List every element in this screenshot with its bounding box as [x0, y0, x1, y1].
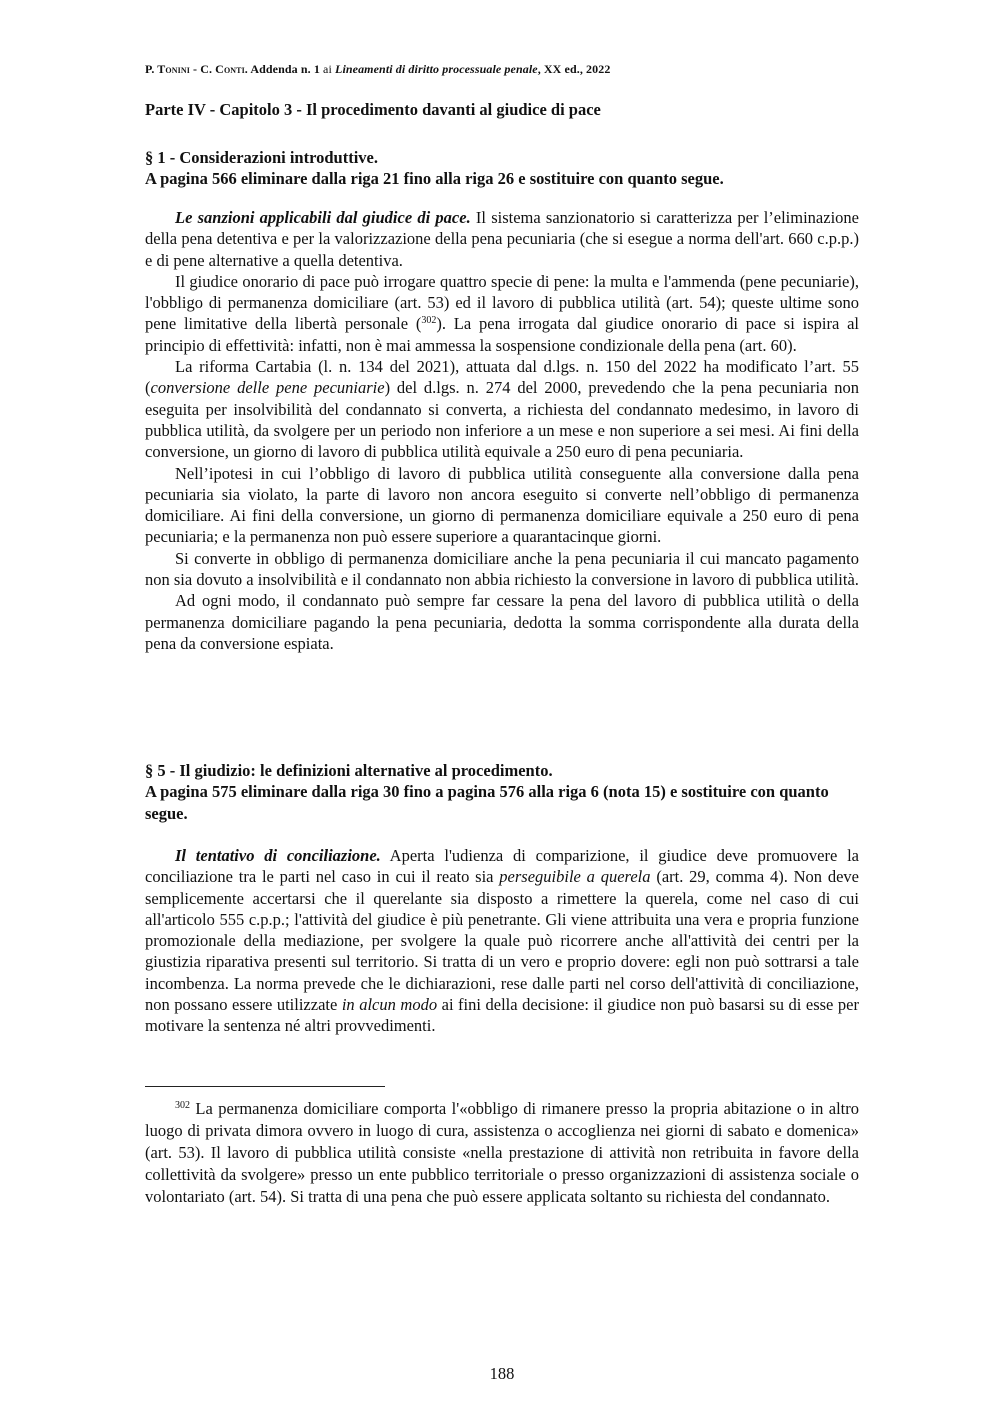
section1-paragraph-1 [145, 207, 859, 271]
chapter-title: Parte IV - Capitolo 3 - Il procedimento davanti al giudice di pace [145, 100, 601, 119]
header-ai: ai [323, 62, 332, 76]
section5-heading-block [145, 760, 859, 824]
section1-p2-b: ). La pena irrogata dal giudice onorario di pace si ispira al principio di effettività: infatti, non è mai ammessa la sospensione condizionale della pena (art. 60). [145, 314, 859, 355]
header-work-title: Lineamenti di diritto processuale penale [335, 62, 538, 76]
section1-p3-a: La riforma Cartabia (l. n. 134 del 2021), attuata dal d.lgs. n. 150 del 2022 ha modificato l’art. 55 ( [145, 357, 859, 398]
header-addenda: Addenda n. 1 [250, 62, 320, 76]
page-number: 188 [489, 1364, 515, 1383]
section5-p1-italic-1: perseguibile a querela [499, 867, 651, 887]
header-authors: P. Tonini - C. Conti. [145, 62, 248, 76]
section5-heading: § 5 - Il giudizio: le definizioni alternative al procedimento. [145, 761, 553, 780]
running-header [145, 62, 859, 77]
section5-p1-lead: Il tentativo di conciliazione. [175, 846, 381, 865]
section1-p1-text: Il sistema sanzionatorio si caratterizza per l’eliminazione della pena detentiva e per la valorizzazione della pena pecuniaria (che si esegue a norma dell'art. 660 c.p.p.) e di pene alternative a quella detentiva. [145, 208, 859, 270]
footnote-ref-302[interactable]: 302 [421, 315, 437, 327]
section5-p1-a: Aperta l'udienza di comparizione, il giudice deve promuovere la conciliazione tra le parti nel caso in cui il reato sia [145, 846, 859, 887]
section1-instruction: A pagina 566 eliminare dalla riga 21 fino alla riga 26 e sostituire con quanto segue. [145, 169, 724, 189]
section1-body [145, 207, 859, 654]
section1-heading-block [145, 147, 859, 190]
section5-p1-italic-2: in alcun modo [341, 995, 438, 1015]
section5-instruction: A pagina 575 eliminare dalla riga 30 fino a pagina 576 alla riga 6 (nota 15) e sostituire con quanto segue. [145, 782, 829, 823]
section1-paragraph-5: Si converte in obbligo di permanenza domiciliare anche la pena pecuniaria il cui mancato pagamento non sia dovuto a insolvibilità e il condannato non abbia richiesto la conversione in lavoro di pubblica utilità. [145, 548, 859, 590]
section5-paragraph-1 [145, 845, 859, 1037]
section5-body [145, 845, 859, 1037]
footnote-302 [145, 1098, 859, 1208]
section1-p2-a: Il giudice onorario di pace può irrogare quattro specie di pene: la multa e l'ammenda (pene pecuniarie), l'obbligo di permanenza domiciliare (art. 53) ed il lavoro di pubblica utilità (art. 54); queste ultime sono pene limitative della libertà personale ( [145, 271, 859, 334]
section1-p3-b: ) del d.lgs. n. 274 del 2000, prevedendo che la pena pecuniaria non eseguita per insolvibilità del condannato si converta, a richiesta del condannato medesimo, in lavoro di pubblica utilità, da svolgere per un periodo non inferiore a un mese e non superiore a sei mesi. Ai fini della conversione, un giorno di lavoro di pubblica utilità equivale a 250 euro di pena pecuniaria. [145, 378, 859, 462]
section1-paragraph-4: Nell’ipotesi in cui l’obbligo di lavoro di pubblica utilità conseguente alla conversione dalla pena pecuniaria sia violato, la parte di lavoro non ancora eseguito si converte nell’obbligo di permanenza domiciliare. Ai fini della conversione, un giorno di permanenza domiciliare equivale a 250 euro di pena pecuniaria; e la permanenza non può essere superiore a quarantacinque giorni. [145, 463, 859, 547]
footnote-number: 302 [175, 1100, 190, 1111]
section1-paragraph-2 [145, 271, 859, 356]
footnote-separator [145, 1086, 385, 1087]
section1-p3-italic: conversione delle pene pecuniarie [150, 378, 385, 398]
section5-p1-c: ai fini della decisione: il giudice non può basarsi su di esse per motivare la sentenza né altri provvedimenti. [145, 995, 859, 1036]
section5-p1-b: (art. 29, comma 4). Non deve semplicemente accertarsi che il querelante sia disposto a rimettere la querela, come nel caso di cui all'articolo 555 c.p.p.; l'attività del giudice è più penetrante. Gli viene attribuita una vera e propria funzione promozionale della mediazione, per svolgere la quale può ricorrere anche all'attività dei centri per la giustizia riparativa presenti sul territorio. Si tratta di un vero e proprio dovere: egli non può sottrarsi a tale incombenza. La norma prevede che le dichiarazioni, rese dalle parti nel corso dell'attività di conciliazione, non possano essere utilizzate [145, 867, 859, 1015]
section1-paragraph-6: Ad ogni modo, il condannato può sempre far cessare la pena del lavoro di pubblica utilità o della permanenza domiciliare pagando la pena pecuniaria, dedotta la somma corrispondente alla durata della pena da conversione espiata. [145, 591, 859, 653]
section1-paragraph-3 [145, 356, 859, 462]
section1-p1-lead: Le sanzioni applicabili dal giudice di pace. [175, 208, 471, 227]
footnote-text: La permanenza domiciliare comporta l'«obbligo di rimanere presso la propria abitazione o in altro luogo di privata dimora ovvero in luogo di cura, assistenza o accoglienza nei giorni di sabato e domenica» (art. 53). Il lavoro di pubblica utilità consiste «nella prestazione di attività non retribuita in favore della collettività da svolgere» presso un ente pubblico territoriale o presso organizzazioni di assistenza sociale o volontariato (art. 54). Si tratta di una pena che può essere applicata soltanto su richiesta del condannato. [145, 1099, 859, 1206]
header-edition: , XX ed., 2022 [537, 62, 611, 76]
section1-heading: § 1 - Considerazioni introduttive. [145, 148, 378, 167]
